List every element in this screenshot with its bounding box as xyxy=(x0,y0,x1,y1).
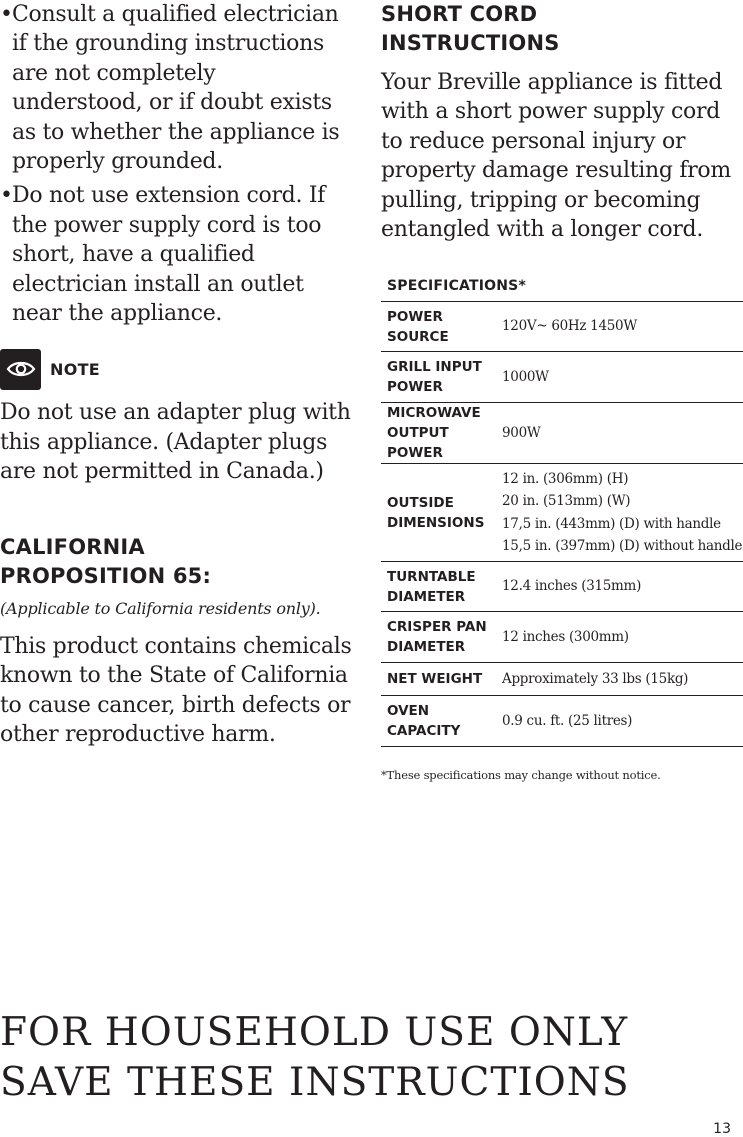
spec-label-line: POWER xyxy=(387,445,443,461)
specifications-title: SPECIFICATIONS* xyxy=(381,270,743,302)
spec-label xyxy=(381,403,496,464)
spec-label-line: OUTSIDE xyxy=(387,494,454,511)
spec-label-line: DIAMETER xyxy=(387,639,466,655)
spec-value-line: 900W xyxy=(502,424,541,441)
california-text: This product contains chemicals known to the State of California to cause cancer, birth defects or other reproductive harm. xyxy=(0,633,352,747)
bullet-item: • Consult a qualified electrician if the grounding instructions are not completely understood, or if doubt exists as to whether the appliance is properly grounded. xyxy=(0,0,352,176)
spec-row xyxy=(381,612,743,663)
spec-label-line: POWER xyxy=(387,379,443,395)
spec-value-line: 1000W xyxy=(502,368,549,385)
right-column xyxy=(381,0,743,244)
spec-value-line: 12 inches (300mm) xyxy=(502,628,629,645)
california-heading-line2: PROPOSITION 65: xyxy=(0,563,212,588)
short-cord-text: Your Breville appliance is fitted with a short power supply cord to reduce personal injury or property damage resulting from pulling, tripping or becoming entangled with a longer cord. xyxy=(381,70,731,243)
california-subheading: (Applicable to California residents only). xyxy=(0,598,321,618)
short-cord-heading xyxy=(381,0,743,58)
spec-row xyxy=(381,352,743,403)
spec-label-line: POWER xyxy=(387,308,443,325)
spec-label xyxy=(381,612,496,663)
spec-row xyxy=(381,403,743,464)
bullet-item: • Do not use extension cord. If the power supply cord is too short, have a qualified electrician install an outlet near the appliance. xyxy=(0,181,352,328)
spec-label-line: OVEN xyxy=(387,703,430,719)
note-text: Do not use an adapter plug with this appliance. (Adapter plugs are not permitted in Canada.) xyxy=(0,400,351,485)
page-number: 13 xyxy=(713,1121,731,1137)
short-cord-heading-line2: INSTRUCTIONS xyxy=(381,31,560,55)
spec-label-line: MICROWAVE xyxy=(387,405,481,421)
footer-heading xyxy=(0,1008,630,1108)
spec-value xyxy=(496,612,743,663)
spec-label-line: SOURCE xyxy=(387,328,449,345)
spec-value xyxy=(496,464,743,562)
spec-row xyxy=(381,464,743,562)
spec-value-line: Approximately 33 lbs (15kg) xyxy=(502,670,689,687)
spec-label xyxy=(381,352,496,403)
spec-value-line: 0.9 cu. ft. (25 litres) xyxy=(502,712,633,729)
california-heading xyxy=(0,533,352,591)
spec-value-line: 12 in. (306mm) (H) xyxy=(502,470,629,487)
california-heading-line1: CALIFORNIA xyxy=(0,534,145,559)
specifications-footnote: *These specifications may change without notice. xyxy=(381,768,661,782)
spec-label xyxy=(381,464,496,562)
specifications-body xyxy=(381,302,743,747)
spec-label xyxy=(381,696,496,747)
note-label: NOTE xyxy=(50,359,101,379)
spec-label-line: CRISPER PAN xyxy=(387,619,487,635)
eye-icon xyxy=(0,349,41,390)
spec-value-line: 15,5 in. (397mm) (D) without handle xyxy=(502,538,743,554)
specifications-table xyxy=(381,270,743,747)
spec-label-line: CAPACITY xyxy=(387,723,461,739)
spec-row xyxy=(381,302,743,352)
spec-value xyxy=(496,562,743,612)
spec-value-line: 120V~ 60Hz 1450W xyxy=(502,318,637,335)
note-header xyxy=(0,348,352,390)
spec-row xyxy=(381,696,743,747)
grounding-bullets xyxy=(0,0,352,328)
spec-label-line: GRILL INPUT xyxy=(387,359,482,375)
spec-value-line: 17,5 in. (443mm) (D) with handle xyxy=(502,515,721,532)
spec-label-line: TURNTABLE xyxy=(387,568,476,585)
left-column xyxy=(0,0,352,749)
footer-line2: SAVE THESE INSTRUCTIONS xyxy=(0,1060,630,1105)
spec-value xyxy=(496,696,743,747)
short-cord-heading-line1: SHORT CORD xyxy=(381,2,538,26)
spec-value-line: 20 in. (513mm) (W) xyxy=(502,493,631,509)
spec-value-line: 12.4 inches (315mm) xyxy=(502,578,642,595)
spec-label xyxy=(381,562,496,612)
spec-label-line: DIMENSIONS xyxy=(387,514,485,531)
spec-label-line: DIAMETER xyxy=(387,588,466,605)
spec-value xyxy=(496,403,743,464)
spec-row xyxy=(381,663,743,696)
spec-value xyxy=(496,302,743,352)
spec-row xyxy=(381,562,743,612)
spec-label-line: NET WEIGHT xyxy=(387,671,483,687)
spec-value xyxy=(496,352,743,403)
spec-label-line: OUTPUT xyxy=(387,425,449,441)
spec-label xyxy=(381,302,496,352)
spec-label xyxy=(381,663,496,696)
spec-value xyxy=(496,663,743,696)
footer-line1: FOR HOUSEHOLD USE ONLY xyxy=(0,1010,629,1055)
specifications-header-row xyxy=(381,270,743,302)
